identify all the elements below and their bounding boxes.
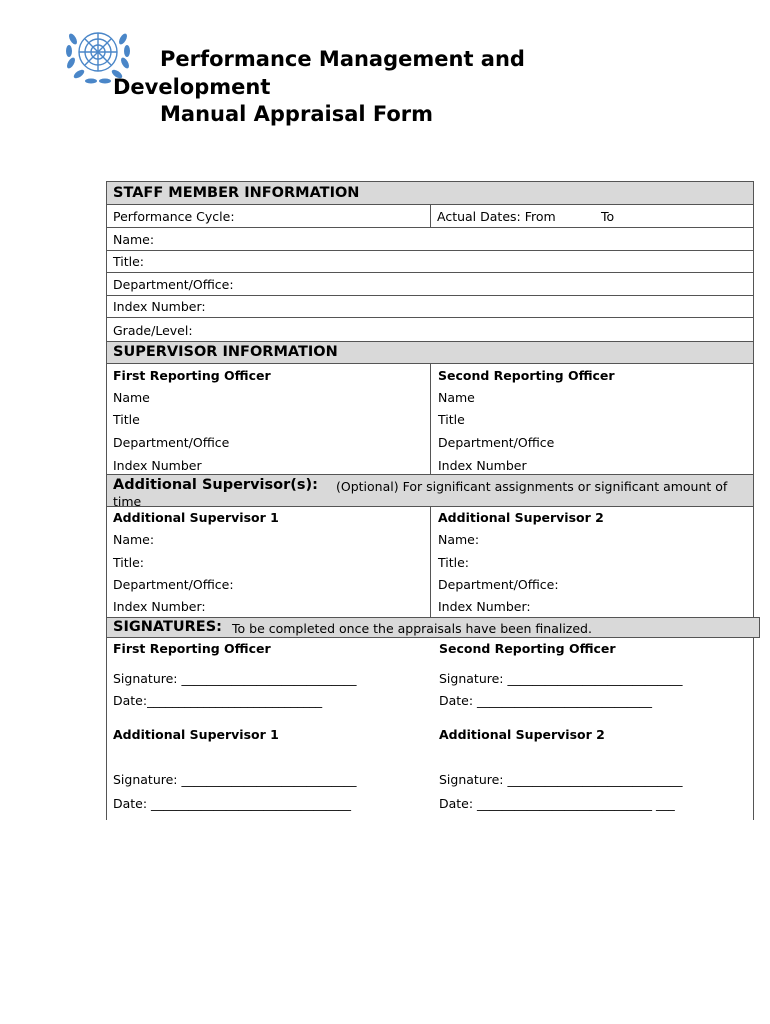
staff-section-header — [107, 182, 753, 205]
document-subtitle: Manual Appraisal Form — [160, 102, 434, 126]
supervisor-section-title: SUPERVISOR INFORMATION — [113, 344, 338, 360]
add-sup1-date-line: Date: ________________________________ — [113, 796, 352, 811]
add-sup2-signature-line: Signature: ____________________________ — [439, 772, 683, 787]
additional-supervisors-section — [106, 474, 754, 618]
additional-section-title: Additional Supervisor(s): — [113, 477, 318, 493]
add-sup2-index-label: Index Number: — [438, 599, 531, 614]
staff-member-section — [106, 181, 754, 342]
second-officer-date-line: Date: ____________________________ — [439, 693, 653, 708]
performance-cycle-label: Performance Cycle: — [113, 209, 235, 224]
first-officer-index-label: Index Number — [113, 458, 202, 473]
signatures-section-header — [106, 618, 760, 638]
add-sup1-department-label: Department/Office: — [113, 577, 234, 592]
second-reporting-officer-heading: Second Reporting Officer — [438, 368, 615, 383]
staff-department-row — [107, 273, 753, 296]
add-sup2-title-label: Title: — [438, 555, 469, 570]
add-sup1-signature-line: Signature: ____________________________ — [113, 772, 357, 787]
staff-section-title: STAFF MEMBER INFORMATION — [113, 185, 360, 201]
document-title-line-1: Performance Management and — [160, 47, 525, 71]
sig-first-reporting-officer-heading: First Reporting Officer — [113, 641, 271, 656]
sig-additional-supervisor-1-heading: Additional Supervisor 1 — [113, 727, 279, 742]
supervisor-section-header — [107, 342, 753, 364]
second-officer-title-label: Title — [438, 412, 465, 427]
staff-grade-label: Grade/Level: — [113, 323, 193, 338]
add-sup2-department-label: Department/Office: — [438, 577, 559, 592]
staff-department-label: Department/Office: — [113, 277, 234, 292]
additional-supervisor-1-heading: Additional Supervisor 1 — [113, 510, 279, 525]
second-officer-name-label: Name — [438, 390, 475, 405]
first-officer-department-label: Department/Office — [113, 435, 230, 450]
add-sup1-index-label: Index Number: — [113, 599, 206, 614]
add-sup2-name-label: Name: — [438, 532, 480, 547]
staff-grade-row — [107, 318, 753, 341]
first-officer-name-label: Name — [113, 390, 150, 405]
first-officer-signature-line: Signature: ____________________________ — [113, 671, 357, 686]
additional-section-header — [107, 475, 753, 507]
add-sup1-title-label: Title: — [113, 555, 144, 570]
first-officer-date-line: Date:____________________________ — [113, 693, 323, 708]
staff-index-row — [107, 296, 753, 318]
second-officer-index-label: Index Number — [438, 458, 527, 473]
supervisor-section — [106, 341, 754, 475]
signatures-section-title: SIGNATURES: — [113, 619, 222, 635]
staff-title-row — [107, 251, 753, 273]
sig-additional-supervisor-2-heading: Additional Supervisor 2 — [439, 727, 605, 742]
additional-section-note-line-2: time — [113, 494, 142, 507]
staff-name-label: Name: — [113, 232, 155, 247]
additional-supervisor-2-heading: Additional Supervisor 2 — [438, 510, 604, 525]
sig-second-reporting-officer-heading: Second Reporting Officer — [439, 641, 616, 656]
staff-name-row — [107, 228, 753, 251]
first-reporting-officer-heading: First Reporting Officer — [113, 368, 271, 383]
staff-title-label: Title: — [113, 254, 144, 269]
additional-section-note-line-1: (Optional) For significant assignments or significant amount of — [336, 479, 728, 494]
document-title-line-2: Development — [113, 75, 271, 99]
add-sup2-date-line: Date: ____________________________ ___ — [439, 796, 675, 811]
second-officer-signature-line: Signature: ____________________________ — [439, 671, 683, 686]
signatures-section-note: To be completed once the appraisals have been finalized. — [232, 621, 592, 636]
actual-dates-to-label: To — [601, 209, 615, 224]
first-officer-title-label: Title — [113, 412, 140, 427]
staff-index-label: Index Number: — [113, 299, 206, 314]
actual-dates-from-label: Actual Dates: From — [437, 209, 556, 224]
add-sup1-name-label: Name: — [113, 532, 155, 547]
second-officer-department-label: Department/Office — [438, 435, 555, 450]
